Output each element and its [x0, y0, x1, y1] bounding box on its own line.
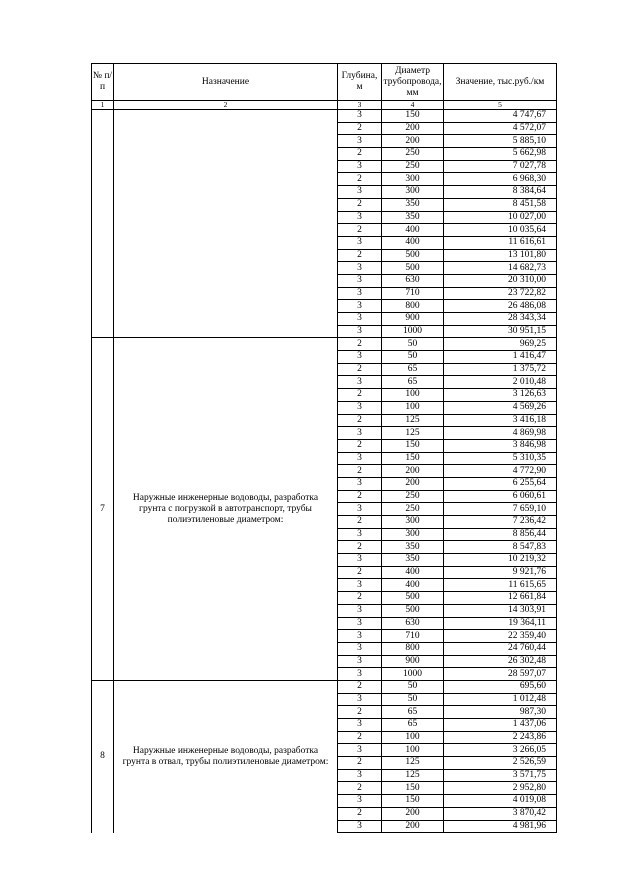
depth-cell: 2 [338, 122, 382, 135]
depth-cell: 3 [338, 274, 382, 287]
diameter-cell: 300 [382, 516, 444, 529]
depth-cell: 2 [338, 592, 382, 605]
diameter-cell: 125 [382, 414, 444, 427]
depth-cell: 3 [338, 427, 382, 440]
value-cell: 3 870,42 [444, 807, 557, 820]
depth-cell: 3 [338, 795, 382, 808]
value-cell: 12 661,84 [444, 592, 557, 605]
depth-cell: 2 [338, 439, 382, 452]
depth-cell: 3 [338, 452, 382, 465]
diameter-cell: 500 [382, 249, 444, 262]
depth-cell: 3 [338, 579, 382, 592]
depth-cell: 3 [338, 554, 382, 567]
diameter-cell: 1000 [382, 668, 444, 681]
value-cell: 2 010,48 [444, 376, 557, 389]
value-cell: 1 012,48 [444, 693, 557, 706]
diameter-cell: 500 [382, 262, 444, 275]
value-cell: 1 375,72 [444, 363, 557, 376]
value-cell: 7 659,10 [444, 503, 557, 516]
diameter-cell: 100 [382, 401, 444, 414]
depth-cell: 2 [338, 198, 382, 211]
diameter-cell: 630 [382, 274, 444, 287]
value-cell: 2 526,59 [444, 757, 557, 770]
diameter-cell: 900 [382, 313, 444, 326]
item-number [92, 110, 114, 338]
diameter-cell: 400 [382, 236, 444, 249]
depth-cell: 3 [338, 325, 382, 338]
depth-cell: 3 [338, 693, 382, 706]
diameter-cell: 250 [382, 160, 444, 173]
depth-cell: 2 [338, 148, 382, 161]
value-cell: 8 856,44 [444, 528, 557, 541]
depth-cell: 2 [338, 566, 382, 579]
diameter-cell: 400 [382, 566, 444, 579]
depth-cell: 3 [338, 160, 382, 173]
value-cell: 695,60 [444, 680, 557, 693]
value-cell: 969,25 [444, 338, 557, 351]
table-row [92, 110, 557, 123]
depth-cell: 3 [338, 186, 382, 199]
header-value: Значение, тыс.руб./км [444, 64, 557, 101]
value-cell: 9 921,76 [444, 566, 557, 579]
value-cell: 22 359,40 [444, 630, 557, 643]
diameter-cell: 65 [382, 376, 444, 389]
depth-cell: 3 [338, 262, 382, 275]
value-cell: 28 597,07 [444, 668, 557, 681]
column-number: 4 [382, 101, 444, 110]
depth-cell: 3 [338, 236, 382, 249]
pipeline-cost-table [91, 63, 557, 833]
diameter-cell: 200 [382, 122, 444, 135]
value-cell: 11 616,61 [444, 236, 557, 249]
value-cell: 23 722,82 [444, 287, 557, 300]
diameter-cell: 1000 [382, 325, 444, 338]
value-cell: 4 869,98 [444, 427, 557, 440]
diameter-cell: 710 [382, 630, 444, 643]
value-cell: 6 060,61 [444, 490, 557, 503]
depth-cell: 2 [338, 490, 382, 503]
value-cell: 11 615,65 [444, 579, 557, 592]
column-number-row [92, 101, 557, 110]
item-description [114, 110, 338, 338]
value-cell: 5 310,35 [444, 452, 557, 465]
header-depth: Глубина, м [338, 64, 382, 101]
table-row [92, 680, 557, 693]
depth-cell: 2 [338, 173, 382, 186]
value-cell: 1 416,47 [444, 351, 557, 364]
value-cell: 3 126,63 [444, 389, 557, 402]
value-cell: 3 416,18 [444, 414, 557, 427]
value-cell: 4 747,67 [444, 110, 557, 123]
diameter-cell: 100 [382, 731, 444, 744]
value-cell: 30 951,15 [444, 325, 557, 338]
diameter-cell: 65 [382, 706, 444, 719]
depth-cell: 3 [338, 668, 382, 681]
item-description: Наружные инженерные водоводы, разработка грунта в отвал, трубы полиэтиленовые диаметром: [114, 680, 338, 832]
depth-cell: 3 [338, 287, 382, 300]
table-header [92, 64, 557, 110]
value-cell: 7 027,78 [444, 160, 557, 173]
value-cell: 4 981,96 [444, 820, 557, 833]
depth-cell: 3 [338, 617, 382, 630]
depth-cell: 2 [338, 224, 382, 237]
column-number: 1 [92, 101, 114, 110]
diameter-cell: 50 [382, 351, 444, 364]
diameter-cell: 710 [382, 287, 444, 300]
value-cell: 10 027,00 [444, 211, 557, 224]
diameter-cell: 200 [382, 135, 444, 148]
depth-cell: 3 [338, 401, 382, 414]
depth-cell: 3 [338, 351, 382, 364]
diameter-cell: 200 [382, 465, 444, 478]
depth-cell: 3 [338, 528, 382, 541]
diameter-cell: 100 [382, 389, 444, 402]
diameter-cell: 400 [382, 579, 444, 592]
diameter-cell: 300 [382, 186, 444, 199]
value-cell: 8 547,83 [444, 541, 557, 554]
column-number: 5 [444, 101, 557, 110]
value-cell: 26 486,08 [444, 300, 557, 313]
item-description: Наружные инженерные водоводы, разработка грунта с погрузкой в автотранспорт, трубы полиэтиленовые диаметром: [114, 338, 338, 681]
diameter-cell: 150 [382, 452, 444, 465]
depth-cell: 3 [338, 642, 382, 655]
depth-cell: 2 [338, 338, 382, 351]
depth-cell: 2 [338, 516, 382, 529]
value-cell: 13 101,80 [444, 249, 557, 262]
value-cell: 10 035,64 [444, 224, 557, 237]
diameter-cell: 100 [382, 744, 444, 757]
table-row [92, 338, 557, 351]
diameter-cell: 800 [382, 642, 444, 655]
value-cell: 20 310,00 [444, 274, 557, 287]
value-cell: 3 266,05 [444, 744, 557, 757]
value-cell: 4 572,07 [444, 122, 557, 135]
value-cell: 26 302,48 [444, 655, 557, 668]
depth-cell: 2 [338, 389, 382, 402]
diameter-cell: 50 [382, 693, 444, 706]
depth-cell: 2 [338, 249, 382, 262]
value-cell: 14 303,91 [444, 604, 557, 617]
value-cell: 19 364,11 [444, 617, 557, 630]
header-no: № п/п [92, 64, 114, 101]
value-cell: 4 772,90 [444, 465, 557, 478]
depth-cell: 3 [338, 300, 382, 313]
value-cell: 5 885,10 [444, 135, 557, 148]
diameter-cell: 150 [382, 795, 444, 808]
depth-cell: 3 [338, 820, 382, 833]
depth-cell: 2 [338, 465, 382, 478]
value-cell: 4 569,26 [444, 401, 557, 414]
diameter-cell: 150 [382, 110, 444, 123]
column-number: 3 [338, 101, 382, 110]
diameter-cell: 350 [382, 554, 444, 567]
value-cell: 1 437,06 [444, 719, 557, 732]
depth-cell: 3 [338, 211, 382, 224]
diameter-cell: 200 [382, 477, 444, 490]
item-number: 8 [92, 680, 114, 832]
depth-cell: 3 [338, 655, 382, 668]
value-cell: 3 846,98 [444, 439, 557, 452]
diameter-cell: 65 [382, 363, 444, 376]
depth-cell: 2 [338, 680, 382, 693]
value-cell: 4 019,08 [444, 795, 557, 808]
diameter-cell: 500 [382, 604, 444, 617]
value-cell: 6 968,30 [444, 173, 557, 186]
depth-cell: 3 [338, 376, 382, 389]
header-name: Назначение [114, 64, 338, 101]
depth-cell: 3 [338, 503, 382, 516]
table-body [92, 110, 557, 833]
diameter-cell: 200 [382, 807, 444, 820]
diameter-cell: 350 [382, 198, 444, 211]
diameter-cell: 300 [382, 528, 444, 541]
value-cell: 3 571,75 [444, 769, 557, 782]
depth-cell: 2 [338, 807, 382, 820]
diameter-cell: 50 [382, 338, 444, 351]
depth-cell: 3 [338, 630, 382, 643]
item-number: 7 [92, 338, 114, 681]
depth-cell: 3 [338, 719, 382, 732]
depth-cell: 3 [338, 604, 382, 617]
diameter-cell: 65 [382, 719, 444, 732]
diameter-cell: 250 [382, 503, 444, 516]
diameter-cell: 300 [382, 173, 444, 186]
depth-cell: 2 [338, 414, 382, 427]
value-cell: 28 343,34 [444, 313, 557, 326]
header-diameter: Диаметр трубопровода, мм [382, 64, 444, 101]
diameter-cell: 250 [382, 148, 444, 161]
diameter-cell: 150 [382, 439, 444, 452]
value-cell: 2 243,86 [444, 731, 557, 744]
depth-cell: 3 [338, 744, 382, 757]
depth-cell: 2 [338, 363, 382, 376]
depth-cell: 2 [338, 731, 382, 744]
diameter-cell: 350 [382, 541, 444, 554]
depth-cell: 2 [338, 706, 382, 719]
diameter-cell: 630 [382, 617, 444, 630]
diameter-cell: 800 [382, 300, 444, 313]
diameter-cell: 400 [382, 224, 444, 237]
diameter-cell: 200 [382, 820, 444, 833]
value-cell: 24 760,44 [444, 642, 557, 655]
diameter-cell: 150 [382, 782, 444, 795]
value-cell: 8 384,64 [444, 186, 557, 199]
depth-cell: 3 [338, 769, 382, 782]
diameter-cell: 50 [382, 680, 444, 693]
diameter-cell: 125 [382, 757, 444, 770]
diameter-cell: 250 [382, 490, 444, 503]
value-cell: 6 255,64 [444, 477, 557, 490]
diameter-cell: 500 [382, 592, 444, 605]
diameter-cell: 350 [382, 211, 444, 224]
column-number: 2 [114, 101, 338, 110]
value-cell: 14 682,73 [444, 262, 557, 275]
depth-cell: 2 [338, 757, 382, 770]
depth-cell: 2 [338, 541, 382, 554]
diameter-cell: 125 [382, 769, 444, 782]
depth-cell: 3 [338, 313, 382, 326]
depth-cell: 3 [338, 477, 382, 490]
depth-cell: 3 [338, 135, 382, 148]
value-cell: 7 236,42 [444, 516, 557, 529]
depth-cell: 2 [338, 782, 382, 795]
value-cell: 8 451,58 [444, 198, 557, 211]
diameter-cell: 900 [382, 655, 444, 668]
value-cell: 5 662,98 [444, 148, 557, 161]
diameter-cell: 125 [382, 427, 444, 440]
value-cell: 987,30 [444, 706, 557, 719]
value-cell: 10 219,32 [444, 554, 557, 567]
value-cell: 2 952,80 [444, 782, 557, 795]
depth-cell: 3 [338, 110, 382, 123]
